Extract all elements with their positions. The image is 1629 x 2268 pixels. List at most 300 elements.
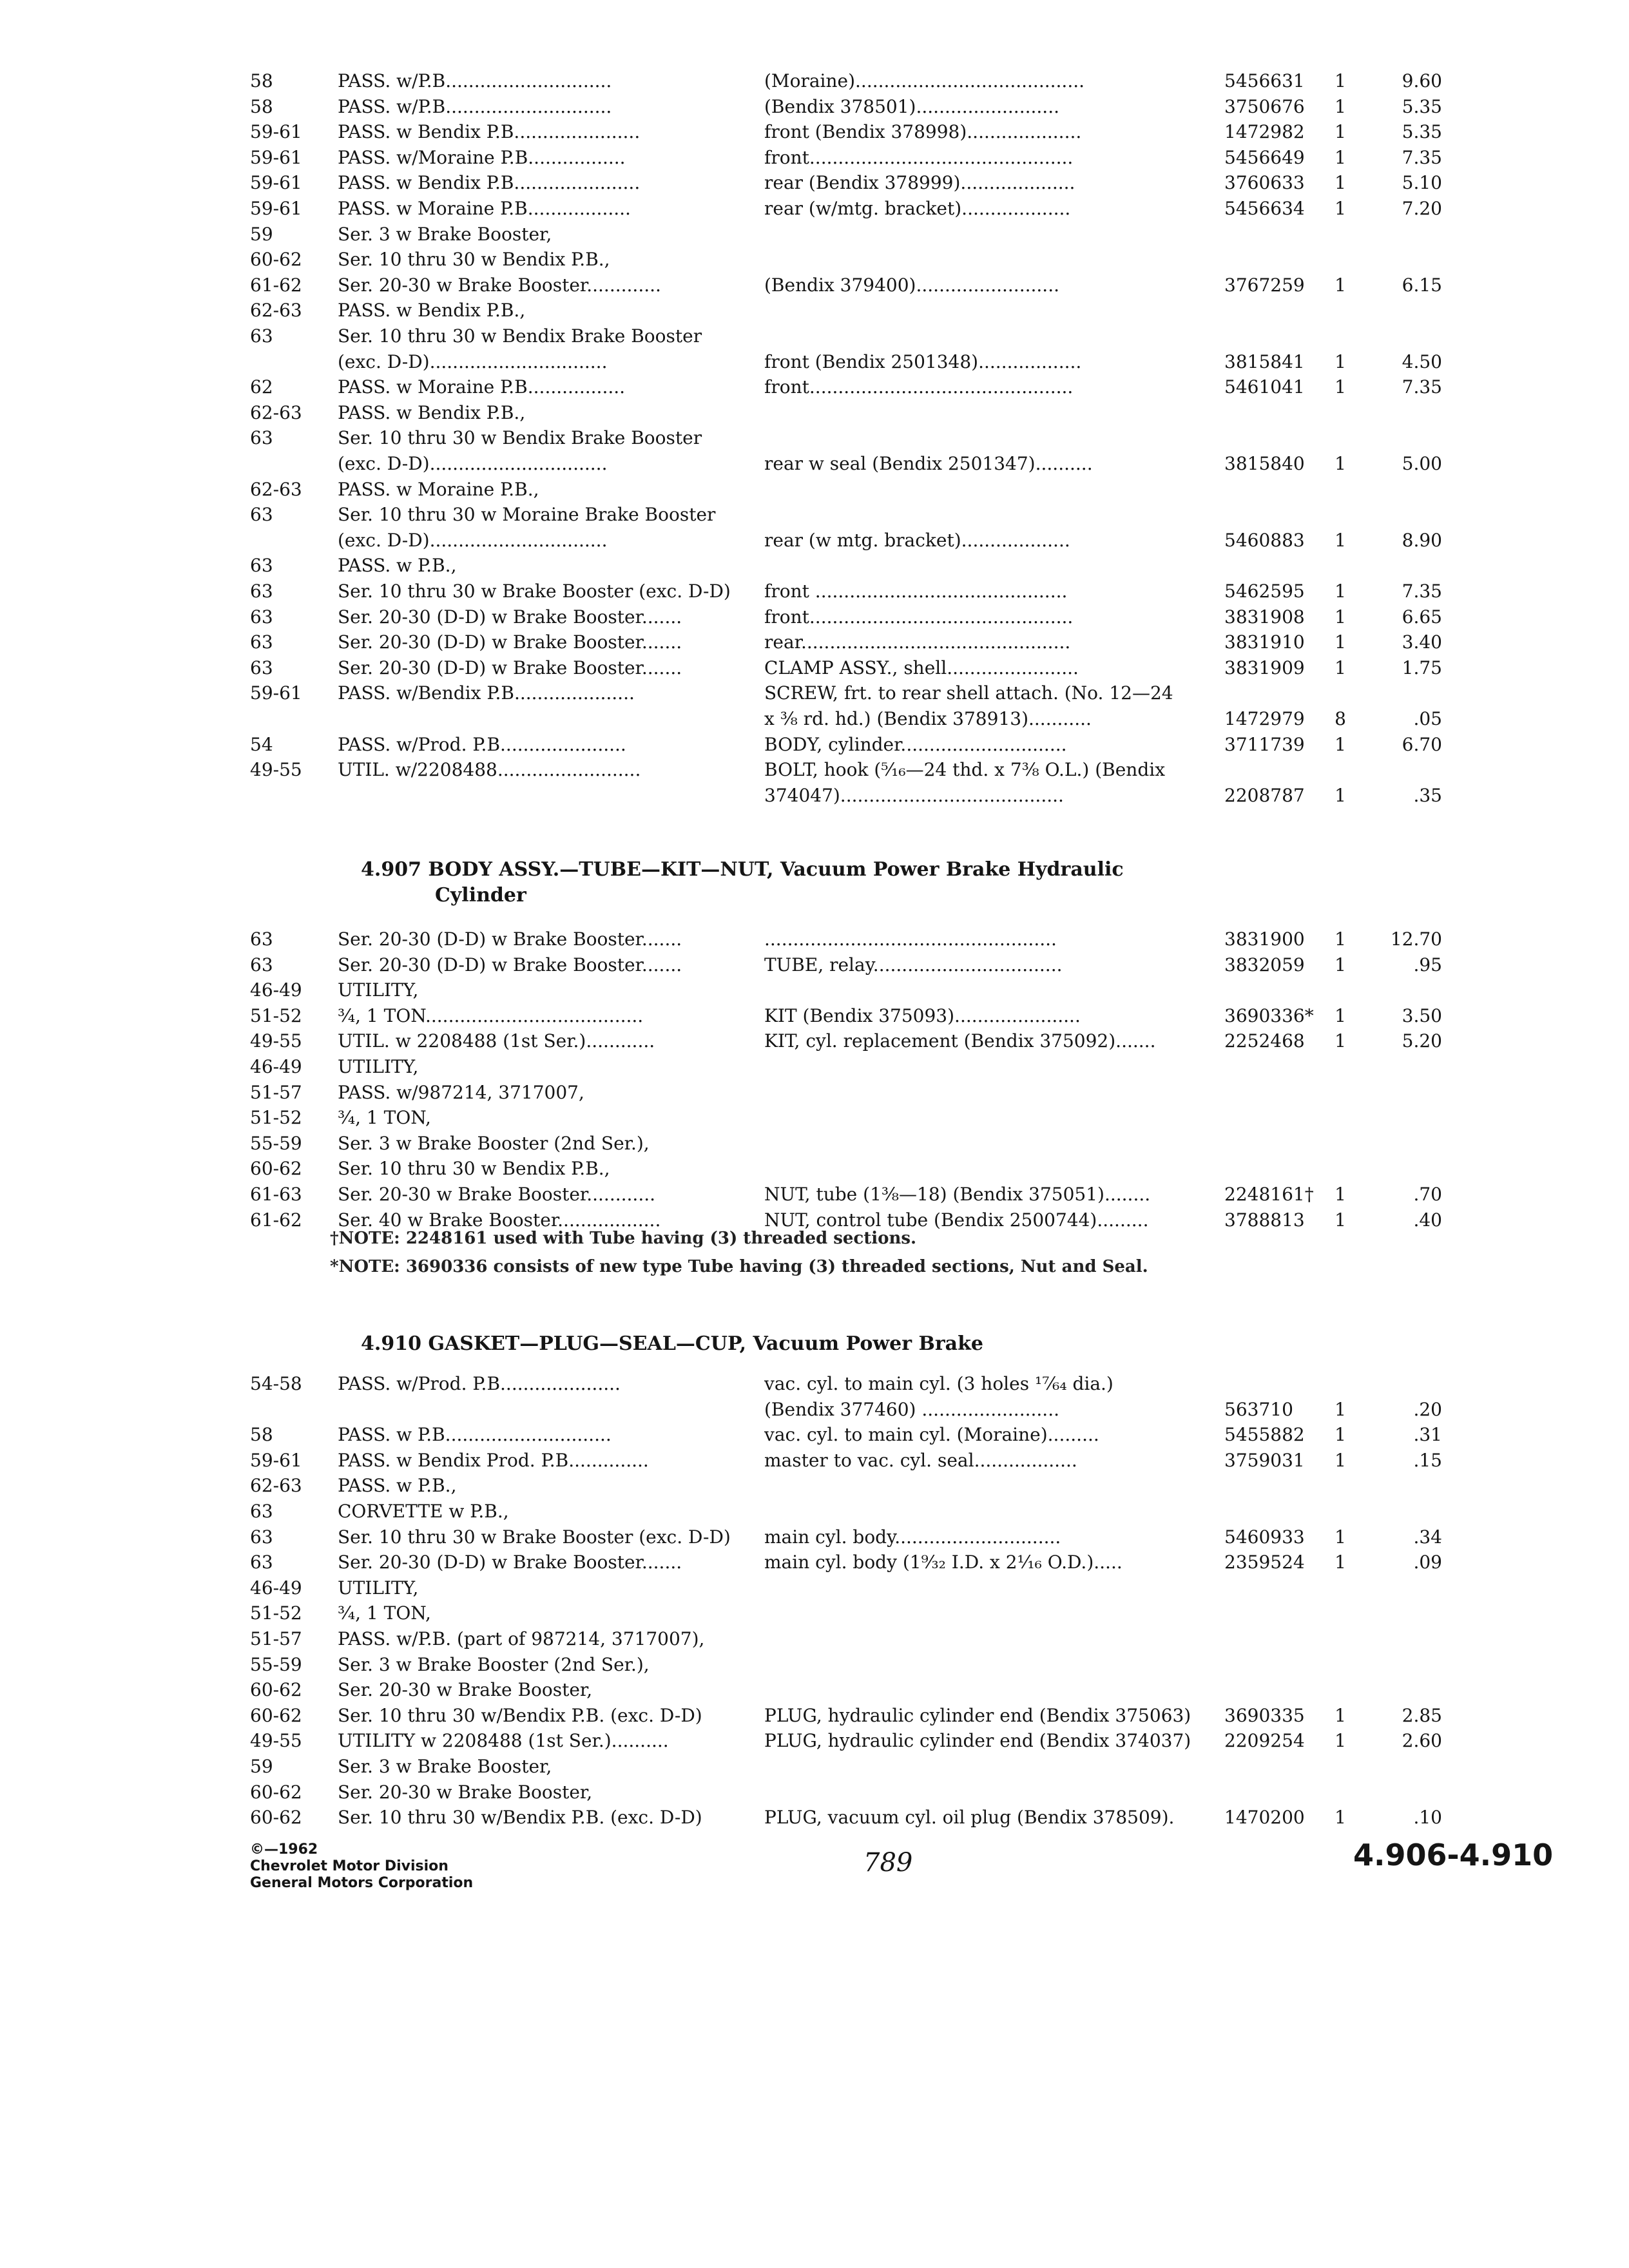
quantity-cell: 1 bbox=[1335, 453, 1346, 474]
parts-row bbox=[0, 349, 1629, 375]
description-cell: master to vac. cyl. seal.................. bbox=[764, 1449, 1077, 1471]
parts-row bbox=[0, 579, 1629, 604]
price-cell: 8.90 bbox=[1402, 529, 1442, 551]
parts-row bbox=[0, 1003, 1629, 1029]
application-cell: Ser. 20-30 (D-D) w Brake Booster....... bbox=[338, 954, 682, 975]
quantity-cell: 1 bbox=[1335, 172, 1346, 194]
application-cell: Ser. 3 w Brake Booster, bbox=[338, 1756, 552, 1777]
description-cell: PLUG, vacuum cyl. oil plug (Bendix 378509). bbox=[764, 1807, 1175, 1829]
parts-row bbox=[0, 977, 1629, 1003]
application-cell: PASS. w Bendix P.B., bbox=[338, 300, 526, 322]
year-cell: 55-59 bbox=[250, 1653, 302, 1675]
year-cell: 46-49 bbox=[250, 1577, 302, 1599]
application-cell: Ser. 20-30 (D-D) w Brake Booster....... bbox=[338, 928, 682, 950]
part-number-cell: 3831900 bbox=[1224, 928, 1305, 950]
description-cell: NUT, tube (1³⁄₈—18) (Bendix 375051)........ bbox=[764, 1184, 1151, 1205]
quantity-cell: 1 bbox=[1335, 146, 1346, 168]
quantity-cell: 1 bbox=[1335, 198, 1346, 219]
description-cell: front (Bendix 378998).................... bbox=[764, 121, 1082, 143]
price-cell: .34 bbox=[1413, 1526, 1442, 1548]
application-cell: (exc. D-D)............................... bbox=[338, 351, 608, 372]
description-cell: NUT, control tube (Bendix 2500744)......... bbox=[764, 1209, 1149, 1231]
year-cell: 62-63 bbox=[250, 300, 302, 322]
description-cell: CLAMP ASSY., shell....................... bbox=[764, 657, 1079, 678]
year-cell: 59-61 bbox=[250, 198, 302, 219]
part-number-cell: 5460933 bbox=[1224, 1526, 1305, 1548]
parts-row bbox=[0, 298, 1629, 323]
year-cell: 60-62 bbox=[250, 1781, 302, 1803]
parts-row bbox=[0, 1448, 1629, 1474]
application-cell: UTILITY, bbox=[338, 1577, 419, 1599]
parts-row bbox=[0, 170, 1629, 196]
part-number-cell: 1472979 bbox=[1224, 708, 1305, 729]
part-number-cell: 2359524 bbox=[1224, 1552, 1305, 1573]
parts-row bbox=[0, 1677, 1629, 1703]
part-number-cell: 5462595 bbox=[1224, 581, 1305, 602]
parts-row bbox=[0, 374, 1629, 400]
part-number-cell: 3759031 bbox=[1224, 1449, 1305, 1471]
quantity-cell: 1 bbox=[1335, 1552, 1346, 1573]
description-cell: SCREW, frt. to rear shell attach. (No. 12—24 bbox=[764, 682, 1173, 704]
quantity-cell: 1 bbox=[1335, 121, 1346, 143]
application-cell: PASS. w/Bendix P.B..................... bbox=[338, 682, 635, 704]
year-cell: 60-62 bbox=[250, 1679, 302, 1701]
application-cell: PASS. w Moraine P.B.................. bbox=[338, 198, 631, 219]
parts-row bbox=[0, 1397, 1629, 1423]
application-cell: Ser. 10 thru 30 w Moraine Brake Booster bbox=[338, 504, 716, 526]
section-4910-heading bbox=[361, 1331, 1327, 1357]
year-cell: 63 bbox=[250, 325, 273, 347]
description-cell: main cyl. body (1⁹⁄₃₂ I.D. x 2¹⁄₁₆ O.D.)..... bbox=[764, 1552, 1123, 1573]
application-cell: Ser. 10 thru 30 w/Bendix P.B. (exc. D-D) bbox=[338, 1807, 702, 1829]
price-cell: 3.50 bbox=[1402, 1004, 1442, 1026]
application-cell: Ser. 3 w Brake Booster, bbox=[338, 223, 552, 245]
part-number-cell: 3815841 bbox=[1224, 351, 1305, 372]
application-cell: UTIL. w 2208488 (1st Ser.)............ bbox=[338, 1030, 655, 1052]
part-number-cell: 3831910 bbox=[1224, 631, 1305, 653]
parts-row bbox=[0, 706, 1629, 732]
quantity-cell: 1 bbox=[1335, 1449, 1346, 1471]
year-cell: 63 bbox=[250, 657, 273, 678]
application-cell: Ser. 3 w Brake Booster (2nd Ser.), bbox=[338, 1653, 650, 1675]
price-cell: .09 bbox=[1413, 1552, 1442, 1573]
parts-row bbox=[0, 783, 1629, 809]
price-cell: 12.70 bbox=[1390, 928, 1442, 950]
parts-row bbox=[0, 1805, 1629, 1831]
parts-row bbox=[0, 1575, 1629, 1601]
year-cell: 54-58 bbox=[250, 1373, 302, 1394]
parts-row bbox=[0, 222, 1629, 247]
description-cell: front (Bendix 2501348).................. bbox=[764, 351, 1082, 372]
price-cell: .70 bbox=[1413, 1184, 1442, 1205]
year-cell: 63 bbox=[250, 1552, 273, 1573]
year-cell: 51-52 bbox=[250, 1107, 302, 1129]
price-cell: 5.20 bbox=[1402, 1030, 1442, 1052]
copyright: ©—1962 bbox=[250, 1841, 318, 1858]
price-cell: 1.75 bbox=[1402, 657, 1442, 678]
quantity-cell: 1 bbox=[1335, 631, 1346, 653]
price-cell: 5.10 bbox=[1402, 172, 1442, 194]
price-cell: .40 bbox=[1413, 1209, 1442, 1231]
application-cell: PASS. w Bendix P.B., bbox=[338, 401, 526, 423]
application-cell: Ser. 10 thru 30 w Bendix P.B., bbox=[338, 1158, 610, 1180]
parts-row bbox=[0, 655, 1629, 681]
application-cell: UTILITY w 2208488 (1st Ser.).......... bbox=[338, 1730, 669, 1752]
parts-row bbox=[0, 757, 1629, 783]
price-cell: .20 bbox=[1413, 1398, 1442, 1420]
parts-row bbox=[0, 528, 1629, 553]
year-cell: 59-61 bbox=[250, 121, 302, 143]
section-4910-title: 4.910 GASKET—PLUG—SEAL—CUP, Vacuum Power Brake bbox=[361, 1332, 983, 1355]
note-asterisk: *NOTE: 3690336 consists of new type Tube having (3) threaded sections, Nut and Seal. bbox=[330, 1257, 1148, 1276]
year-cell: 59-61 bbox=[250, 146, 302, 168]
corporation-name: General Motors Corporation bbox=[250, 1875, 474, 1891]
parts-row bbox=[0, 247, 1629, 273]
year-cell: 59-61 bbox=[250, 172, 302, 194]
application-cell: Ser. 10 thru 30 w Brake Booster (exc. D-D) bbox=[338, 1526, 731, 1548]
quantity-cell: 1 bbox=[1335, 928, 1346, 950]
parts-row bbox=[0, 629, 1629, 655]
part-number-cell: 5455882 bbox=[1224, 1424, 1305, 1446]
price-cell: 2.60 bbox=[1402, 1730, 1442, 1752]
quantity-cell: 1 bbox=[1335, 1704, 1346, 1726]
parts-row bbox=[0, 1550, 1629, 1575]
year-cell: 63 bbox=[250, 555, 273, 577]
quantity-cell: 1 bbox=[1335, 581, 1346, 602]
application-cell: PASS. w/P.B............................. bbox=[338, 70, 612, 91]
price-cell: .10 bbox=[1413, 1807, 1442, 1829]
application-cell: Ser. 10 thru 30 w Brake Booster (exc. D-D) bbox=[338, 581, 731, 602]
price-cell: .15 bbox=[1413, 1449, 1442, 1471]
description-cell: front ............................................ bbox=[764, 581, 1068, 602]
year-cell: 62-63 bbox=[250, 478, 302, 500]
parts-row bbox=[0, 1371, 1629, 1397]
application-cell: (exc. D-D)............................... bbox=[338, 453, 608, 474]
price-cell: 6.70 bbox=[1402, 733, 1442, 755]
quantity-cell: 1 bbox=[1335, 95, 1346, 117]
year-cell: 61-62 bbox=[250, 1209, 302, 1231]
quantity-cell: 1 bbox=[1335, 1424, 1346, 1446]
parts-row bbox=[0, 1728, 1629, 1754]
description-cell: vac. cyl. to main cyl. (3 holes ¹⁷⁄₆₄ dia.) bbox=[764, 1373, 1113, 1394]
price-cell: 5.00 bbox=[1402, 453, 1442, 474]
part-number-cell: 1470200 bbox=[1224, 1807, 1305, 1829]
year-cell: 60-62 bbox=[250, 1158, 302, 1180]
quantity-cell: 1 bbox=[1335, 351, 1346, 372]
parts-row bbox=[0, 1182, 1629, 1207]
parts-row bbox=[0, 68, 1629, 94]
description-cell: (Bendix 378501)......................... bbox=[764, 95, 1059, 117]
quantity-cell: 1 bbox=[1335, 529, 1346, 551]
application-cell: Ser. 20-30 w Brake Booster............ bbox=[338, 1184, 656, 1205]
year-cell: 59-61 bbox=[250, 1449, 302, 1471]
year-cell: 58 bbox=[250, 70, 273, 91]
quantity-cell: 1 bbox=[1335, 657, 1346, 678]
application-cell: Ser. 20-30 w Brake Booster............. bbox=[338, 274, 661, 296]
year-cell: 63 bbox=[250, 954, 273, 975]
parts-row bbox=[0, 553, 1629, 579]
note-dagger: †NOTE: 2248161 used with Tube having (3) threaded sections. bbox=[330, 1229, 917, 1248]
part-number-cell: 2248161† bbox=[1224, 1184, 1314, 1205]
year-cell: 62 bbox=[250, 376, 273, 398]
price-cell: .35 bbox=[1413, 784, 1442, 806]
description-cell: BODY, cylinder............................. bbox=[764, 733, 1067, 755]
quantity-cell: 1 bbox=[1335, 274, 1346, 296]
year-cell: 51-52 bbox=[250, 1602, 302, 1624]
application-cell: Ser. 20-30 (D-D) w Brake Booster....... bbox=[338, 1552, 682, 1573]
parts-row bbox=[0, 952, 1629, 978]
description-cell: PLUG, hydraulic cylinder end (Bendix 375063) bbox=[764, 1704, 1191, 1726]
part-number-cell: 3690336* bbox=[1224, 1004, 1314, 1026]
parts-row bbox=[0, 425, 1629, 451]
year-cell: 63 bbox=[250, 504, 273, 526]
application-cell: (exc. D-D)............................... bbox=[338, 529, 608, 551]
price-cell: 2.85 bbox=[1402, 1704, 1442, 1726]
part-number-cell: 3815840 bbox=[1224, 453, 1305, 474]
part-number-cell: 3767259 bbox=[1224, 274, 1305, 296]
price-cell: .31 bbox=[1413, 1424, 1442, 1446]
price-cell: 7.35 bbox=[1402, 376, 1442, 398]
description-cell: rear (w mtg. bracket)................... bbox=[764, 529, 1070, 551]
quantity-cell: 1 bbox=[1335, 376, 1346, 398]
description-cell: rear............................................... bbox=[764, 631, 1071, 653]
parts-row bbox=[0, 400, 1629, 426]
application-cell: PASS. w/P.B............................. bbox=[338, 95, 612, 117]
part-number-cell: 5456649 bbox=[1224, 146, 1305, 168]
application-cell: PASS. w Moraine P.B., bbox=[338, 478, 539, 500]
price-cell: 6.15 bbox=[1402, 274, 1442, 296]
year-cell: 63 bbox=[250, 581, 273, 602]
year-cell: 51-57 bbox=[250, 1628, 302, 1649]
year-cell: 62-63 bbox=[250, 1475, 302, 1497]
application-cell: Ser. 20-30 (D-D) w Brake Booster....... bbox=[338, 606, 682, 628]
part-number-cell: 3690335 bbox=[1224, 1704, 1305, 1726]
parts-row bbox=[0, 196, 1629, 222]
parts-row bbox=[0, 680, 1629, 706]
section-4907-heading bbox=[361, 857, 1327, 908]
parts-row bbox=[0, 1080, 1629, 1106]
part-number-cell: 2209254 bbox=[1224, 1730, 1305, 1752]
part-number-cell: 5456634 bbox=[1224, 198, 1305, 219]
year-cell: 51-57 bbox=[250, 1081, 302, 1103]
application-cell: Ser. 20-30 w Brake Booster, bbox=[338, 1679, 593, 1701]
year-cell: 55-59 bbox=[250, 1132, 302, 1154]
year-cell: 51-52 bbox=[250, 1004, 302, 1026]
parts-row bbox=[0, 451, 1629, 477]
year-cell: 63 bbox=[250, 631, 273, 653]
year-cell: 49-55 bbox=[250, 1030, 302, 1052]
description-cell: KIT (Bendix 375093)...................... bbox=[764, 1004, 1081, 1026]
description-cell: vac. cyl. to main cyl. (Moraine)......... bbox=[764, 1424, 1099, 1446]
application-cell: Ser. 10 thru 30 w Bendix P.B., bbox=[338, 249, 610, 271]
part-number-cell: 3831908 bbox=[1224, 606, 1305, 628]
year-cell: 63 bbox=[250, 1526, 273, 1548]
year-cell: 46-49 bbox=[250, 979, 302, 1001]
parts-row bbox=[0, 1754, 1629, 1780]
parts-row bbox=[0, 1105, 1629, 1131]
year-cell: 58 bbox=[250, 95, 273, 117]
application-cell: ³⁄₄, 1 TON, bbox=[338, 1107, 431, 1129]
quantity-cell: 1 bbox=[1335, 1730, 1346, 1752]
year-cell: 61-62 bbox=[250, 274, 302, 296]
application-cell: UTILITY, bbox=[338, 979, 419, 1001]
application-cell: Ser. 3 w Brake Booster (2nd Ser.), bbox=[338, 1132, 650, 1154]
division-name: Chevrolet Motor Division bbox=[250, 1858, 448, 1874]
year-cell: 59-61 bbox=[250, 682, 302, 704]
part-number-cell: 1472982 bbox=[1224, 121, 1305, 143]
part-number-cell: 3760633 bbox=[1224, 172, 1305, 194]
application-cell: PASS. w P.B............................. bbox=[338, 1424, 612, 1446]
part-number-cell: 3831909 bbox=[1224, 657, 1305, 678]
year-cell: 63 bbox=[250, 1501, 273, 1522]
parts-row bbox=[0, 273, 1629, 298]
part-number-cell: 5461041 bbox=[1224, 376, 1305, 398]
application-cell: Ser. 40 w Brake Booster.................. bbox=[338, 1209, 661, 1231]
description-cell: rear w seal (Bendix 2501347).......... bbox=[764, 453, 1093, 474]
application-cell: PASS. w Bendix Prod. P.B.............. bbox=[338, 1449, 649, 1471]
application-cell: PASS. w P.B., bbox=[338, 555, 457, 577]
quantity-cell: 1 bbox=[1335, 606, 1346, 628]
price-cell: 9.60 bbox=[1402, 70, 1442, 91]
quantity-cell: 1 bbox=[1335, 954, 1346, 975]
application-cell: PASS. w/Prod. P.B..................... bbox=[338, 1373, 621, 1394]
description-cell: front.............................................. bbox=[764, 606, 1074, 628]
price-cell: 6.65 bbox=[1402, 606, 1442, 628]
parts-row bbox=[0, 1703, 1629, 1729]
parts-row bbox=[0, 1524, 1629, 1550]
part-number-cell: 563710 bbox=[1224, 1398, 1293, 1420]
application-cell: PASS. w/Prod. P.B...................... bbox=[338, 733, 626, 755]
parts-row bbox=[0, 323, 1629, 349]
description-cell: ................................................... bbox=[764, 928, 1057, 950]
quantity-cell: 1 bbox=[1335, 1184, 1346, 1205]
application-cell: CORVETTE w P.B., bbox=[338, 1501, 509, 1522]
year-cell: 59 bbox=[250, 1756, 273, 1777]
application-cell: Ser. 10 thru 30 w/Bendix P.B. (exc. D-D) bbox=[338, 1704, 702, 1726]
description-cell: (Moraine)........................................ bbox=[764, 70, 1085, 91]
description-cell: KIT, cyl. replacement (Bendix 375092)....... bbox=[764, 1030, 1156, 1052]
year-cell: 58 bbox=[250, 1424, 273, 1446]
parts-row bbox=[0, 1054, 1629, 1080]
description-cell: front.............................................. bbox=[764, 376, 1074, 398]
quantity-cell: 1 bbox=[1335, 1398, 1346, 1420]
parts-row bbox=[0, 1600, 1629, 1626]
part-number-cell: 2252468 bbox=[1224, 1030, 1305, 1052]
application-cell: PASS. w Moraine P.B................. bbox=[338, 376, 626, 398]
quantity-cell: 1 bbox=[1335, 1004, 1346, 1026]
price-cell: 5.35 bbox=[1402, 95, 1442, 117]
price-cell: 4.50 bbox=[1402, 351, 1442, 372]
price-cell: .95 bbox=[1413, 954, 1442, 975]
parts-row bbox=[0, 119, 1629, 145]
section-range: 4.906-4.910 bbox=[1353, 1838, 1554, 1872]
part-number-cell: 3788813 bbox=[1224, 1209, 1305, 1231]
application-cell: Ser. 10 thru 30 w Bendix Brake Booster bbox=[338, 325, 702, 347]
application-cell: UTILITY, bbox=[338, 1056, 419, 1077]
application-cell: ³⁄₄, 1 TON, bbox=[338, 1602, 431, 1624]
application-cell: PASS. w Bendix P.B...................... bbox=[338, 121, 641, 143]
part-number-cell: 3750676 bbox=[1224, 95, 1305, 117]
price-cell: 7.35 bbox=[1402, 146, 1442, 168]
application-cell: Ser. 20-30 (D-D) w Brake Booster....... bbox=[338, 657, 682, 678]
parts-row bbox=[0, 145, 1629, 171]
application-cell: PASS. w/P.B. (part of 987214, 3717007), bbox=[338, 1628, 705, 1649]
application-cell: Ser. 20-30 (D-D) w Brake Booster....... bbox=[338, 631, 682, 653]
parts-row bbox=[0, 1473, 1629, 1499]
price-cell: 7.20 bbox=[1402, 198, 1442, 219]
application-cell: Ser. 10 thru 30 w Bendix Brake Booster bbox=[338, 427, 702, 449]
page-number: 789 bbox=[863, 1848, 913, 1878]
parts-row bbox=[0, 502, 1629, 528]
application-cell: PASS. w Bendix P.B...................... bbox=[338, 172, 641, 194]
description-cell: x ³⁄₈ rd. hd.) (Bendix 378913)........... bbox=[764, 708, 1092, 729]
part-number-cell: 5456631 bbox=[1224, 70, 1305, 91]
application-cell: Ser. 20-30 w Brake Booster, bbox=[338, 1781, 593, 1803]
section-4907-title-line2: Cylinder bbox=[435, 884, 526, 907]
description-cell: rear (Bendix 378999).................... bbox=[764, 172, 1075, 194]
part-number-cell: 3711739 bbox=[1224, 733, 1305, 755]
parts-row bbox=[0, 927, 1629, 952]
parts-row bbox=[0, 1156, 1629, 1182]
description-cell: TUBE, relay................................. bbox=[764, 954, 1063, 975]
quantity-cell: 1 bbox=[1335, 70, 1346, 91]
section-4907-title: 4.907 BODY ASSY.—TUBE—KIT—NUT, Vacuum Power Brake Hydraulic bbox=[361, 858, 1124, 881]
year-cell: 63 bbox=[250, 606, 273, 628]
year-cell: 63 bbox=[250, 427, 273, 449]
year-cell: 49-55 bbox=[250, 1730, 302, 1752]
description-cell: rear (w/mtg. bracket)................... bbox=[764, 198, 1071, 219]
year-cell: 59 bbox=[250, 223, 273, 245]
quantity-cell: 1 bbox=[1335, 1526, 1346, 1548]
price-cell: 5.35 bbox=[1402, 121, 1442, 143]
application-cell: UTIL. w/2208488......................... bbox=[338, 759, 641, 781]
price-cell: 3.40 bbox=[1402, 631, 1442, 653]
parts-row bbox=[0, 1028, 1629, 1054]
description-cell: 374047)....................................... bbox=[764, 784, 1064, 806]
description-cell: BOLT, hook (⁵⁄₁₆—24 thd. x 7³⁄₈ O.L.) (Bendix bbox=[764, 759, 1165, 781]
year-cell: 60-62 bbox=[250, 1704, 302, 1726]
quantity-cell: 1 bbox=[1335, 1209, 1346, 1231]
year-cell: 54 bbox=[250, 733, 273, 755]
quantity-cell: 1 bbox=[1335, 733, 1346, 755]
application-cell: PASS. w/Moraine P.B................. bbox=[338, 146, 626, 168]
quantity-cell: 1 bbox=[1335, 1030, 1346, 1052]
parts-row bbox=[0, 732, 1629, 758]
year-cell: 60-62 bbox=[250, 249, 302, 271]
year-cell: 61-63 bbox=[250, 1184, 302, 1205]
quantity-cell: 1 bbox=[1335, 1807, 1346, 1829]
description-cell: (Bendix 379400)......................... bbox=[764, 274, 1059, 296]
year-cell: 60-62 bbox=[250, 1807, 302, 1829]
description-cell: front.............................................. bbox=[764, 146, 1074, 168]
description-cell: main cyl. body............................. bbox=[764, 1526, 1061, 1548]
application-cell: ³⁄₄, 1 TON...................................... bbox=[338, 1004, 644, 1026]
description-cell: (Bendix 377460) ........................ bbox=[764, 1398, 1059, 1420]
part-number-cell: 3832059 bbox=[1224, 954, 1305, 975]
year-cell: 46-49 bbox=[250, 1056, 302, 1077]
part-number-cell: 2208787 bbox=[1224, 784, 1305, 806]
price-cell: 7.35 bbox=[1402, 581, 1442, 602]
description-cell: PLUG, hydraulic cylinder end (Bendix 374037) bbox=[764, 1730, 1191, 1752]
part-number-cell: 5460883 bbox=[1224, 529, 1305, 551]
parts-row bbox=[0, 1499, 1629, 1524]
parts-row bbox=[0, 1780, 1629, 1805]
quantity-cell: 1 bbox=[1335, 784, 1346, 806]
parts-row bbox=[0, 1626, 1629, 1652]
year-cell: 49-55 bbox=[250, 759, 302, 781]
parts-row bbox=[0, 1652, 1629, 1678]
parts-row bbox=[0, 477, 1629, 503]
